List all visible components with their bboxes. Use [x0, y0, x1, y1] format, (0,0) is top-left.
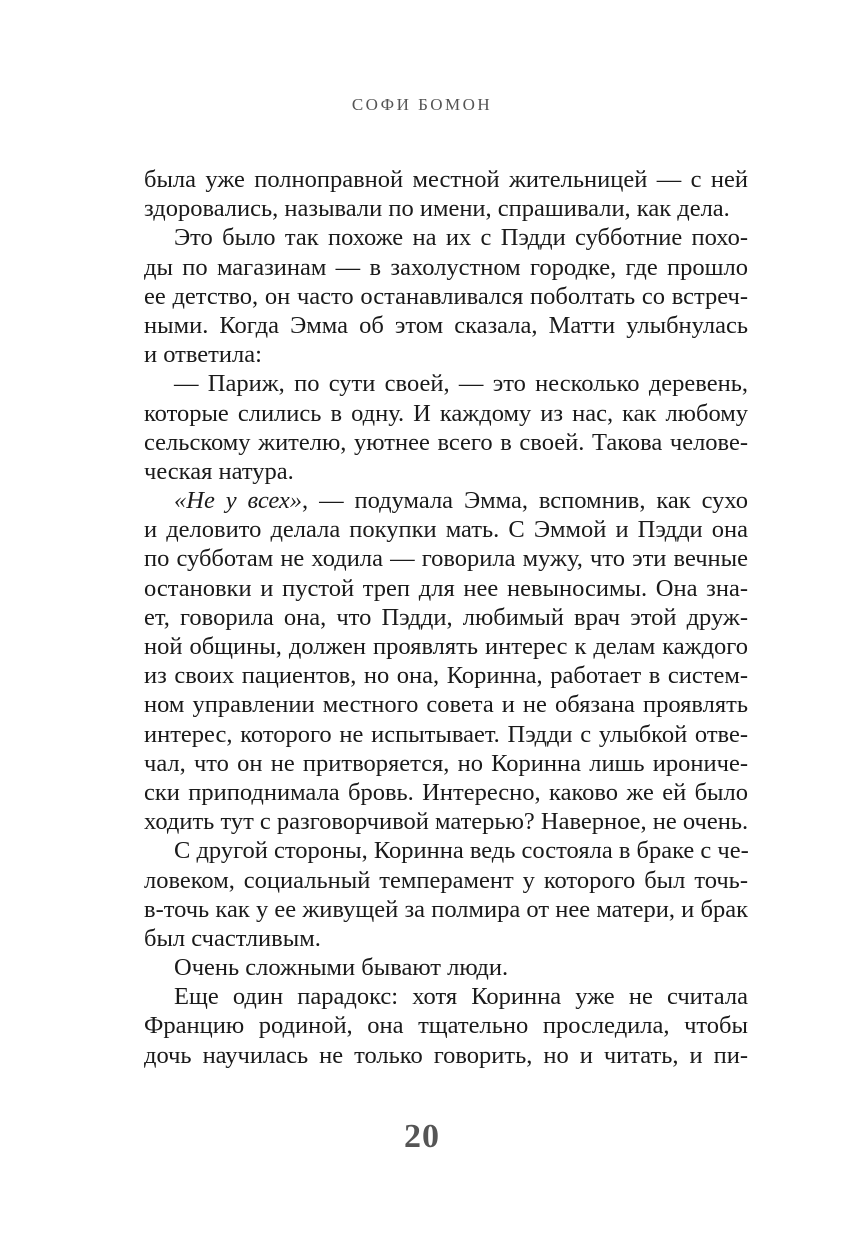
text-line: ной общины, должен проявлять интерес к делам каждого [144, 633, 748, 660]
text-line: был счастливым. [144, 924, 321, 952]
text-line: дочь научилась не только говорить, но и читать, и пи- [144, 1041, 748, 1069]
text-line: остановки и пустой треп для нее невыносимы. Она зна- [144, 574, 748, 602]
text-line: была уже полноправной местной жительницей — с ней [144, 166, 748, 193]
body-text [144, 165, 748, 1070]
text-line: ными. Когда Эмма об этом сказала, Матти улыбнулась [144, 311, 748, 339]
text-line: ды по магазинам — в захолустном городке, где прошло [144, 253, 748, 281]
text-line: — Париж, по сути своей, — это несколько деревень, [174, 370, 748, 398]
text-line: ски приподнимала бровь. Интересно, каково же ей было [144, 778, 748, 806]
page-number: 20 [404, 1118, 440, 1155]
text-line: здоровались, называли по имени, спрашивали, как дела. [144, 195, 730, 223]
text-line: ческая натура. [144, 457, 294, 485]
running-head-author: СОФИ БОМОН [351, 95, 493, 114]
text-line: чал, что он не притворяется, но Коринна лишь ирониче- [144, 749, 748, 777]
text-line: интерес, которого не испытывает. Пэдди с улыбкой отве- [144, 720, 748, 748]
text-line: ходить тут с разговорчивой матерью? Наверное, не очень. [144, 808, 749, 836]
text-line: Это было так похоже на их с Пэдди субботние похо- [174, 224, 748, 252]
text-line: ном управлении местного совета и не обязана проявлять [144, 691, 748, 719]
text-line [144, 486, 748, 515]
text-line: Францию родиной, она тщательно проследила, чтобы [144, 1012, 748, 1040]
text-line: Очень сложными бывают люди. [174, 954, 509, 982]
text-line: и ответила: [144, 341, 262, 369]
text-line: сельскому жителю, уютнее всего в своей. Такова челове- [144, 428, 748, 456]
text-line: ет, говорила она, что Пэдди, любимый врач этой друж- [144, 603, 748, 631]
text-line: ее детство, он часто останавливался поболтать со встреч- [144, 282, 748, 310]
text-line: и деловито делала покупки мать. С Эммой и Пэдди она [144, 516, 748, 544]
italic-thought: «Не у всех» [174, 487, 303, 515]
text-line: Еще один парадокс: хотя Коринна уже не считала [174, 983, 748, 1011]
text-line: ловеком, социальный темперамент у которого был точь- [144, 866, 748, 894]
text-line: С другой стороны, Коринна ведь состояла в браке с че- [174, 837, 749, 865]
text-line: по субботам не ходила — говорила мужу, что эти вечные [144, 545, 748, 573]
text-line: из своих пациентов, но она, Коринна, работает в систем- [144, 662, 748, 690]
text-fragment: , — подумала Эмма, вспомнив, как сухо [302, 487, 748, 515]
text-line: которые слились в одну. И каждому из нас, как любому [144, 399, 748, 427]
text-line: в-точь как у ее живущей за полмира от нее матери, и брак [144, 895, 748, 923]
